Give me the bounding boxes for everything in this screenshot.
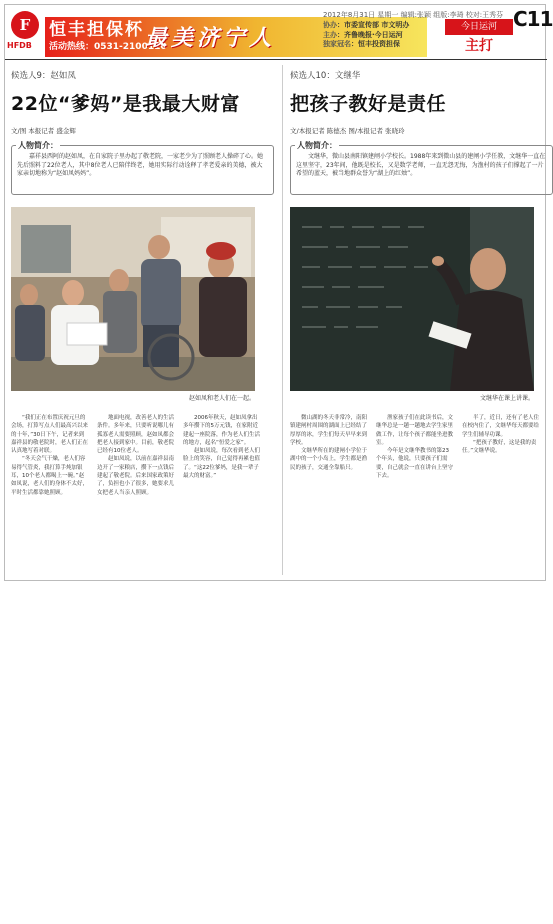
text-column — [97, 414, 175, 582]
logo-text: HFDB — [7, 41, 32, 50]
newspaper-page — [4, 4, 553, 581]
sponsor-logo — [7, 9, 43, 55]
photo-caption: 文继华在课上讲课。 — [479, 395, 534, 402]
text-column — [290, 414, 368, 582]
article-body — [11, 414, 274, 582]
divider — [5, 59, 547, 60]
article-right — [290, 65, 553, 577]
paragraph: 渔家孩子们在此读书后，文继华总是一趟一趟地去学生家里做工作，让每个孩子都能坐进教室。 — [376, 415, 454, 446]
logo-icon: F — [11, 11, 39, 39]
photo-caption: 赵如凤和老人们在一起。 — [188, 395, 255, 402]
paragraph: 今年是文继华教书的第23个年头，他说，只要孩子们需要，自己就会一直在讲台上坚守下去。 — [376, 448, 454, 480]
brand-hotline: 活动热线：0531-2100110 — [49, 42, 167, 52]
paragraph: 赵如凤说，以前在嘉祥县南边开了一家粮店，攒下一点钱后建起了敬老院。后来国家政策好了，负担也小了很多，她要求儿女把老人当亲人照顾。 — [97, 456, 175, 496]
paragraph: 赵如凤说，每次看到老人们脸上的笑容，自己觉得再累也值了。“这22位爹妈，是我一辈子最大的财富。” — [183, 448, 261, 480]
article-left — [11, 65, 274, 577]
profile-label: 人物简介： — [297, 141, 337, 150]
paragraph: 文继华所在的建闸小学位于湖中的一个小岛上，学生都是渔民的孩子，交通全靠船只。 — [290, 448, 368, 471]
paragraph: “我们正在布置庆祝元旦的会场，打算写点人们最高兴以来的十年，”30日下午，记者来到嘉祥县的敬老院时，老人们正在认真地写着对联。 — [11, 415, 89, 455]
text-column — [183, 414, 261, 582]
text-column — [11, 414, 89, 582]
paragraph: 半了，近日，还有了老人住在校内住了，文继华每天都要给学生们辅导功课。 — [462, 415, 540, 438]
profile-box — [290, 141, 553, 195]
text-column — [376, 414, 454, 582]
slogan: 最美济宁人 — [145, 25, 276, 51]
paragraph: 2006年秋天，赵如凤拿出多年攒下的5万元钱，在家附近建起一座院落，作为老人们生活的地方，起名“恒爱之家”。 — [183, 415, 261, 446]
section-host: 主打 — [465, 38, 493, 54]
byline: 文/图 本报记者 盛金辉 — [11, 127, 76, 135]
paragraph: “冬天会气干燥，老人们容易得气管炎，我打算手炖加银耳，10个老人都喝上一碗。”赵如凤说，老人们的身体不太好，平时生活都靠她照顾。 — [11, 456, 89, 496]
credit-line: 独家冠名：恒丰投资担保 — [323, 40, 400, 48]
headline: 22位“爹妈”是我最大财富 — [11, 93, 240, 115]
masthead — [5, 5, 553, 57]
brand-name: 恒丰担保杯 — [49, 20, 144, 40]
text-column — [462, 414, 540, 582]
dateline: 2012年8月31日 星期一 编辑:张颖 组版:李琦 校对:王秀芬 — [323, 11, 504, 19]
candidate-label: 候选人9：赵如凤 — [11, 71, 76, 81]
photo-elderly-group — [11, 207, 255, 391]
profile-box — [11, 141, 274, 195]
credit-line: 协办：市委宣传部 市文明办 — [323, 21, 410, 29]
paragraph: “把孩子教好，这是我的责任。”文继华说。 — [462, 439, 537, 455]
headline: 把孩子教好是责任 — [290, 93, 447, 115]
byline: 文/本报记者 陈德杰 图/本报记者 张晓玲 — [290, 127, 405, 135]
profile-label: 人物简介： — [18, 141, 58, 150]
article-body — [290, 414, 553, 582]
paragraph: 微山湖的冬天非常冷，南阳镇建闸村周围的湖面上已经结了厚厚的冰，学生们每天早早来到学校。 — [290, 415, 368, 446]
article-photo — [11, 207, 255, 391]
section-tag: 今日运河 — [445, 19, 513, 35]
page-number: C11 — [513, 7, 553, 31]
credits — [323, 21, 409, 50]
candidate-label: 候选人10：文继华 — [290, 71, 361, 81]
article-photo — [290, 207, 534, 391]
column-divider — [282, 65, 283, 575]
profile-text: 文继华，微山县南阳镇建闸小学校长。1988年来到微山县的建闸小学任教，文继华一直在这里坚守，23年间，他既是校长，又是数学老师，一直无怨无悔，为渔村的孩子们撑起了一片希望的蓝天，被当地群众誉为“湖上的红烛”。 — [296, 153, 546, 178]
paragraph: 地面电视，改善老人的生活条件。多年来，只要听说哪儿有孤寡老人需要照顾，赵如凤都会把老人接到家中。目前，敬老院已经有10位老人。 — [97, 415, 175, 455]
credit-line: 主办：齐鲁晚报·今日运河 — [323, 30, 403, 39]
profile-text: 嘉祥县西阿的赵如凤，在自家院子里办起了敬老院，一家老少为了照顾老人操碎了心。她先后照料了22位老人，其中8位老人已陪伴终老，她用实际行动诠释了孝老爱亲的美德，被大家亲切地称为“赵如凤妈妈”。 — [17, 153, 264, 178]
photo-teacher-blackboard — [290, 207, 534, 391]
